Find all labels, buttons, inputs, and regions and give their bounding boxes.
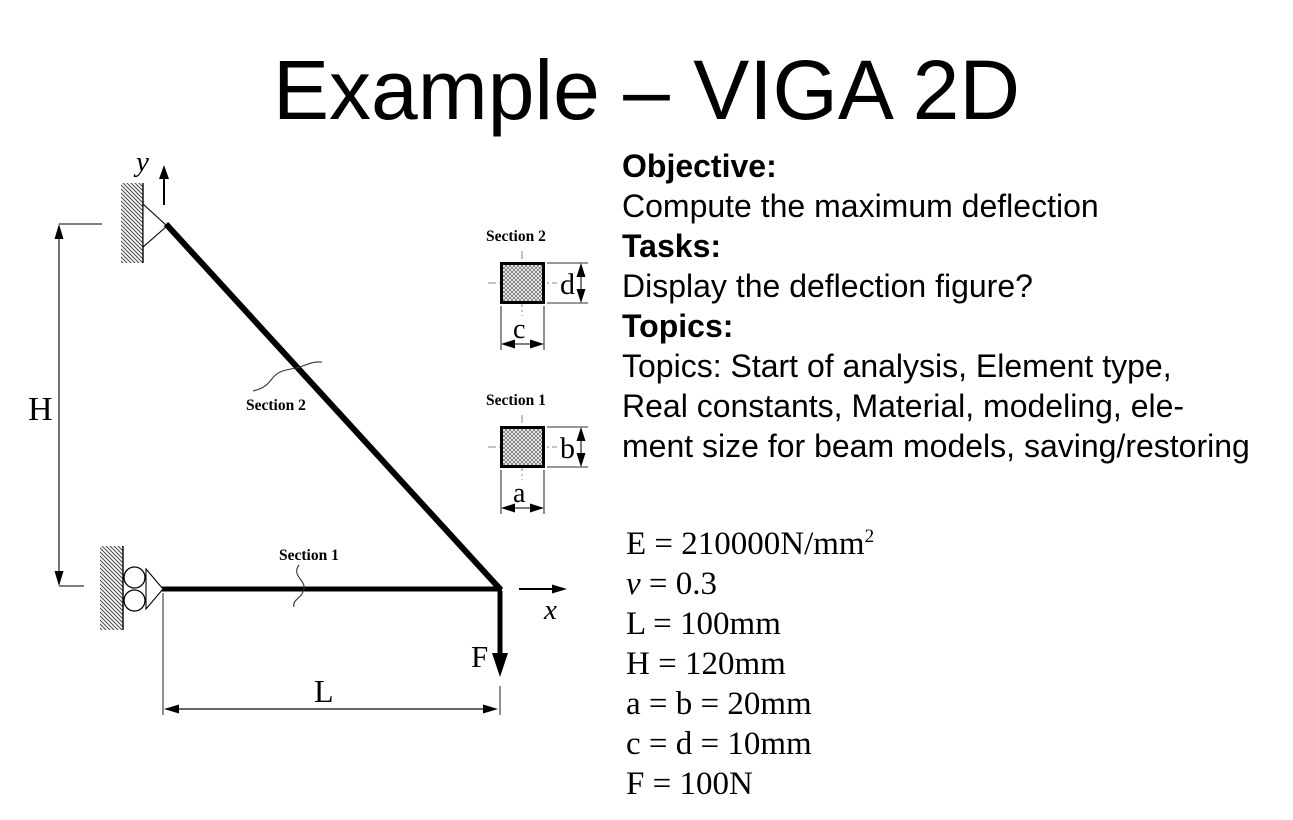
arrow-up-icon: [577, 427, 586, 441]
param-height: H = 120mm: [626, 646, 786, 682]
objective-heading: Objective:: [622, 148, 777, 184]
y-axis-arrow-icon: [159, 165, 169, 179]
arrow-right-icon: [530, 504, 544, 513]
topics-text-line3: ment size for beam models, saving/restoring: [622, 428, 1250, 464]
roller-icon: [124, 567, 145, 588]
section1-callout: [279, 547, 339, 607]
param-elastic-modulus: $E = 210000N/mm^2$: [626, 526, 875, 562]
section1-cross-section: [486, 392, 588, 514]
param-force: F = 100N: [626, 766, 753, 802]
topics-text-line2: Real constants, Material, modeling, ele-: [622, 388, 1185, 424]
arrow-down-icon: [492, 653, 508, 677]
arrow-down-icon: [55, 571, 64, 586]
section2-callout-label: Section 2: [246, 397, 306, 414]
section2-callout: [246, 362, 322, 414]
parameters-list: [626, 524, 874, 804]
beam-diagram: [0, 140, 620, 820]
tasks-text: Display the deflection figure?: [622, 268, 1033, 304]
section2-title: Section 2: [486, 228, 546, 245]
param-ab: a = b = 20mm: [626, 686, 812, 722]
section1-width-label: a: [513, 478, 526, 509]
roller-icon: [124, 590, 145, 611]
arrow-up-icon: [55, 224, 64, 239]
section1-height-label: b: [560, 432, 575, 465]
y-axis-label: y: [136, 146, 149, 178]
topics-heading: Topics:: [622, 308, 734, 344]
pin-icon: [146, 569, 163, 609]
param-length: L = 100mm: [626, 606, 781, 642]
beam-section2: [166, 224, 501, 590]
slide-title: Example – VIGA 2D: [272, 43, 1021, 137]
arrow-up-icon: [577, 263, 586, 277]
arrow-left-icon: [164, 705, 179, 714]
x-axis-arrow-icon: [552, 585, 567, 594]
superscript: 2: [864, 526, 875, 547]
param-poisson-ratio: ν = 0.3: [626, 566, 718, 602]
section2-height-label: d: [560, 268, 575, 301]
arrow-right-icon: [530, 340, 544, 349]
param-cd: c = d = 10mm: [626, 726, 812, 762]
fixed-support-top: [121, 183, 167, 263]
l-dimension: [163, 593, 500, 715]
x-axis: [519, 585, 567, 627]
arrow-right-icon: [483, 705, 498, 714]
topics-text-line1: Topics: Start of analysis, Element type,: [622, 348, 1172, 384]
pinned-support-bottom: [100, 546, 163, 630]
section1-callout-label: Section 1: [279, 547, 339, 564]
section1-title: Section 1: [486, 392, 546, 409]
force-arrow: [471, 591, 508, 677]
force-label: F: [471, 639, 489, 674]
section2-width-label: c: [513, 314, 526, 345]
pin-icon: [143, 204, 167, 247]
nu-symbol: ν: [626, 566, 641, 602]
arrow-down-icon: [577, 289, 586, 303]
objective-tasks-topics: [622, 146, 1250, 466]
h-dimension: [28, 224, 102, 586]
l-dimension-label: L: [314, 673, 334, 709]
x-axis-label: x: [544, 594, 557, 626]
arrow-down-icon: [577, 453, 586, 467]
h-dimension-label: H: [28, 391, 53, 428]
tasks-heading: Tasks:: [622, 228, 722, 264]
objective-text: Compute the maximum deflection: [622, 188, 1099, 224]
section2-cross-section: [486, 228, 588, 350]
